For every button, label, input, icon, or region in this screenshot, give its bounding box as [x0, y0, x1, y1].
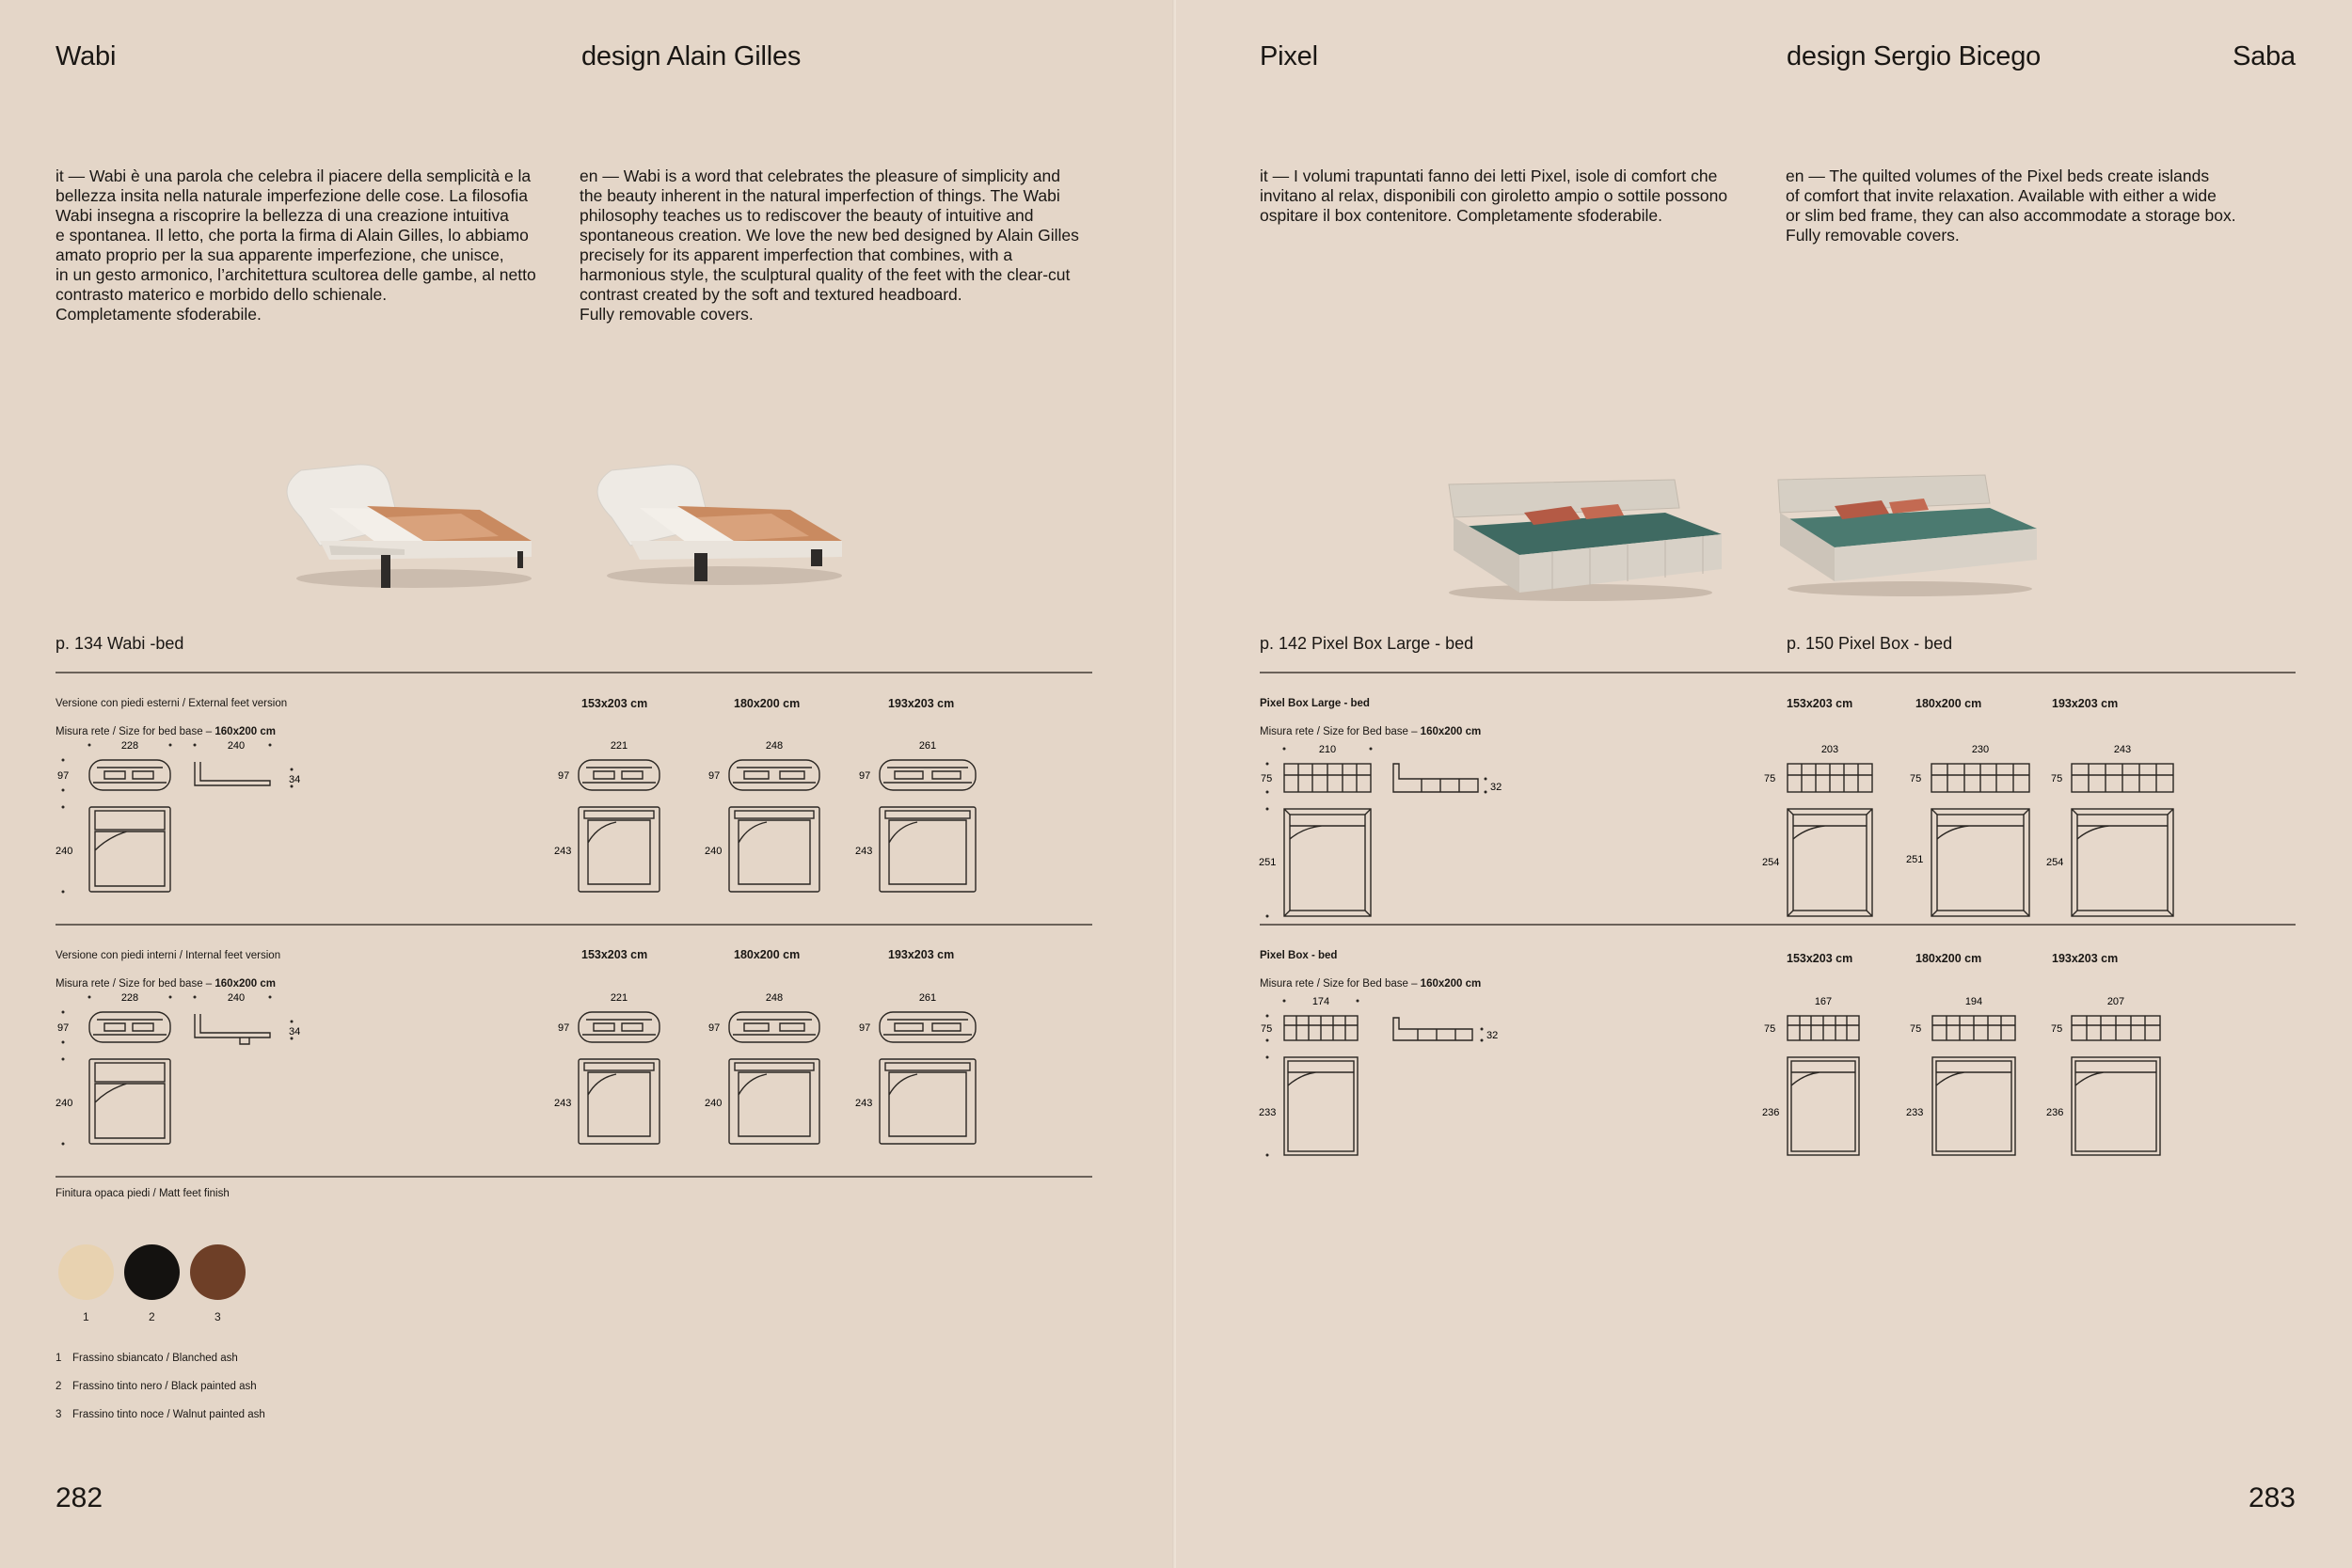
description-english: en — Wabi is a word that celebrates the pleasure of simplicity and the beauty inherent in the natural imperfection of things. The Wabi philosophy teaches us to rediscover the beauty of intuitive and spontaneous creation. We love the new bed designed by Alain Gilles precisely for its apparent imperfection that combines, with a harmonious style, the sculptural quality of the feet with the clear-cut contrast created by the soft and textured headboard. Fully removable covers.	[580, 166, 1079, 324]
dim-depth: 75	[1261, 773, 1273, 784]
size-label: 180x200 cm	[1915, 952, 1982, 965]
pixel-box-large-title: Pixel Box Large - bed	[1260, 698, 1370, 709]
left-page	[0, 0, 1174, 1568]
divider	[1260, 924, 2296, 926]
finish-swatch-black-ash	[124, 1244, 180, 1300]
dim-length: 233	[1259, 1107, 1277, 1118]
dim-side-length: 240	[227, 740, 246, 752]
bed-base-size: 160x200 cm	[215, 978, 276, 990]
dim-length: 243	[554, 1098, 572, 1109]
dim-side-length: 240	[227, 992, 246, 1004]
brand-name: Saba	[2233, 41, 2296, 71]
wabi-internal-drawing-main	[52, 986, 315, 1150]
dim-length: 240	[705, 846, 723, 857]
dim-width: 174	[1311, 996, 1330, 1007]
wabi-bed-photos	[263, 451, 866, 616]
internal-feet-title: Versione con piedi interni / Internal feet version	[56, 950, 281, 961]
finish-legend-item: 3 Frassino tinto noce / Walnut painted ash	[56, 1409, 265, 1420]
description-english: en — The quilted volumes of the Pixel beds create islands of comfort that invite relaxation. Available with either a wide or slim bed frame, they can also accommodate a storage box. Fully removable covers.	[1786, 166, 2236, 245]
dim-depth: 97	[57, 1022, 70, 1034]
dim-length: 233	[1906, 1107, 1924, 1118]
dim-width: 228	[120, 740, 139, 752]
wabi-dimension-drawing-main	[52, 734, 315, 898]
dim-depth: 97	[859, 1022, 871, 1034]
wabi-bed-photo-2	[597, 465, 842, 585]
pixel-box-heading	[1260, 935, 1481, 991]
size-label: 180x200 cm	[734, 697, 801, 710]
finish-number: 1	[83, 1310, 89, 1323]
divider	[56, 1176, 1092, 1178]
divider	[56, 924, 1092, 926]
page-number: 283	[2248, 1482, 2296, 1513]
pixel-box-caption: p. 150 Pixel Box - bed	[1787, 634, 1953, 653]
size-label: 180x200 cm	[1915, 697, 1982, 710]
dim-width: 221	[610, 740, 628, 752]
bed-base-size-label: Misura rete / Size for bed base –	[56, 978, 215, 990]
finish-swatch-walnut-ash	[190, 1244, 246, 1300]
finish-swatch-blanched-ash	[58, 1244, 114, 1300]
dim-length: 251	[1906, 854, 1924, 865]
description-italian: it — Wabi è una parola che celebra il piacere della semplicità e la bellezza insita nella naturale imperfezione delle cose. La filosofia Wabi insegna a riscoprire la bellezza di una creazione intuitiva e spontanea. Il letto, che porta la firma di Alain Gilles, lo abbiamo amato proprio per la sua apparente imperfezione, che unisce, in un gesto armonico, l’architettura scultorea delle gambe, al netto contrasto materico e morbido dello schienale. Completamente sfoderabile.	[56, 166, 536, 324]
dim-length: 251	[1259, 857, 1277, 868]
dim-width: 210	[1318, 744, 1337, 755]
dim-width: 207	[2106, 996, 2125, 1007]
dim-depth: 97	[558, 770, 570, 782]
dim-depth: 75	[1261, 1023, 1273, 1035]
bed-base-size-label: Misura rete / Size for Bed base –	[1260, 978, 1421, 990]
wabi-dimension-drawings-sizes	[550, 734, 1021, 898]
pixel-box-title: Pixel Box - bed	[1260, 950, 1338, 961]
bed-base-size: 160x200 cm	[1420, 978, 1482, 990]
dim-length: 243	[855, 846, 873, 857]
dim-width: 243	[2113, 744, 2132, 755]
dim-length: 243	[554, 846, 572, 857]
description-italian: it — I volumi trapuntati fanno dei letti Pixel, isole di comfort che invitano al relax, disponibili con giroletto ampio o sottile possono ospitare il box contenitore. Completamente sfoderabile.	[1260, 166, 1728, 225]
size-label: 180x200 cm	[734, 948, 801, 961]
dim-length: 240	[56, 846, 73, 857]
designer-credit: design Alain Gilles	[581, 41, 802, 71]
product-title: Pixel	[1260, 41, 1318, 71]
dim-length: 240	[705, 1098, 723, 1109]
page-number: 282	[56, 1482, 103, 1513]
dim-depth: 97	[859, 770, 871, 782]
size-label: 193x203 cm	[2052, 697, 2119, 710]
dim-depth: 97	[708, 770, 721, 782]
pixel-box-drawings-sizes	[1759, 990, 2230, 1168]
dim-width: 221	[610, 992, 628, 1004]
finish-number: 3	[215, 1310, 221, 1323]
dim-width: 203	[1820, 744, 1839, 755]
size-label: 153x203 cm	[1787, 952, 1853, 965]
pixel-box-drawing-main	[1256, 990, 1529, 1168]
dim-depth: 75	[1764, 1023, 1776, 1035]
bed-base-size-label: Misura rete / Size for bed base –	[56, 726, 215, 737]
finish-legend	[56, 1338, 265, 1436]
external-feet-title: Versione con piedi esterni / External feet version	[56, 698, 288, 709]
pixel-box-large-photo	[1449, 480, 1722, 601]
pixel-bed-photos	[1439, 461, 2098, 611]
dim-length: 240	[56, 1098, 73, 1109]
internal-feet-heading	[56, 935, 280, 991]
dim-width: 167	[1814, 996, 1833, 1007]
dim-width: 248	[765, 740, 784, 752]
designer-credit: design Sergio Bicego	[1787, 41, 2042, 71]
size-label: 153x203 cm	[581, 948, 648, 961]
dim-height: 34	[289, 1026, 301, 1037]
pixel-large-drawing-main	[1256, 734, 1529, 922]
right-page	[1176, 0, 2352, 1568]
dim-depth: 97	[57, 770, 70, 782]
bed-base-size: 160x200 cm	[215, 726, 276, 737]
divider	[1260, 672, 2296, 673]
dim-depth: 97	[708, 1022, 721, 1034]
dim-depth: 75	[1910, 773, 1922, 784]
dim-depth: 75	[1910, 1023, 1922, 1035]
wabi-bed-photo-1	[287, 465, 532, 588]
dim-depth: 75	[1764, 773, 1776, 784]
bed-base-size-label: Misura rete / Size for Bed base –	[1260, 726, 1421, 737]
pixel-box-large-caption: p. 142 Pixel Box Large - bed	[1260, 634, 1474, 653]
external-feet-heading	[56, 683, 287, 739]
dim-length: 243	[855, 1098, 873, 1109]
size-label: 153x203 cm	[581, 697, 648, 710]
dim-width: 228	[120, 992, 139, 1004]
dim-width: 248	[765, 992, 784, 1004]
dim-length: 254	[1762, 857, 1780, 868]
dim-height: 32	[1486, 1030, 1499, 1041]
dim-width: 261	[918, 740, 937, 752]
dim-depth: 75	[2051, 1023, 2063, 1035]
pixel-large-drawings-sizes	[1759, 734, 2230, 922]
size-label: 193x203 cm	[888, 948, 955, 961]
size-label: 193x203 cm	[2052, 952, 2119, 965]
dim-width: 194	[1964, 996, 1983, 1007]
dim-width: 261	[918, 992, 937, 1004]
size-label: 193x203 cm	[888, 697, 955, 710]
pixel-box-photo	[1778, 475, 2037, 596]
bed-base-size: 160x200 cm	[1420, 726, 1482, 737]
finish-title: Finitura opaca piedi / Matt feet finish	[56, 1188, 230, 1199]
dim-depth: 75	[2051, 773, 2063, 784]
pixel-box-large-heading	[1260, 683, 1481, 739]
product-title: Wabi	[56, 41, 117, 71]
divider	[56, 672, 1092, 673]
dim-width: 230	[1971, 744, 1990, 755]
finish-legend-item: 2 Frassino tinto nero / Black painted ash	[56, 1381, 257, 1392]
finish-legend-item: 1 Frassino sbiancato / Blanched ash	[56, 1353, 238, 1364]
dim-length: 254	[2046, 857, 2064, 868]
wabi-caption: p. 134 Wabi -bed	[56, 634, 184, 653]
dim-height: 32	[1490, 782, 1502, 793]
dim-height: 34	[289, 774, 301, 785]
dim-length: 236	[2046, 1107, 2064, 1118]
wabi-internal-drawings-sizes	[550, 986, 1021, 1150]
finish-number: 2	[149, 1310, 155, 1323]
dim-length: 236	[1762, 1107, 1780, 1118]
size-label: 153x203 cm	[1787, 697, 1853, 710]
dim-depth: 97	[558, 1022, 570, 1034]
